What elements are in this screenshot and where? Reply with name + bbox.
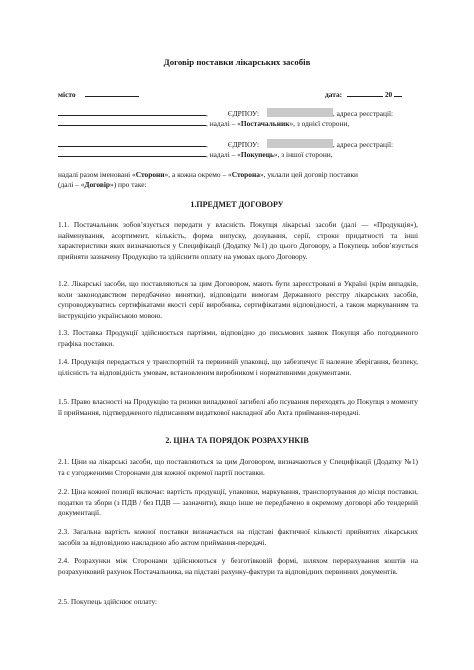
supplier-edrpou-field[interactable]: [267, 108, 333, 117]
supplier-address-field[interactable]: [58, 118, 206, 126]
date-field[interactable]: [347, 89, 383, 97]
buyer-name-field[interactable]: [58, 139, 206, 147]
clause-2-1: 2.1. Ціни на лікарські засоби, що поставляються за цим Договором, визначаються у Специфікації (Додатку №1) та є узгодженими Сторонами для кожної окремої партії поставки.: [58, 457, 418, 477]
clause-2-3: 2.3. Загальна вартість кожної поставки визначається на підставі фактичної кількості прийнятих лікарських засобів за відповідною накладною або актом приймання-передачі.: [58, 527, 418, 547]
date-label: дата:: [325, 90, 343, 99]
supplier-line-2: , надалі – «Постачальник», з однієї сторони,: [58, 118, 349, 129]
supplier-edrpou-label: ЄДРПОУ:: [227, 109, 260, 118]
clause-2-4: 2.4. Розрахунки між Сторонами здійснюються у безготівковій формі, шляхом перерахування коштів на розрахунковий рахунок Постачальника, на підставі рахунку-фактури та відповідних первинних документів.: [58, 556, 418, 576]
city-field[interactable]: [85, 89, 139, 97]
buyer-address-field[interactable]: [58, 149, 206, 157]
clause-1-3: 1.3. Поставка Продукції здійснюється партіями, відповідно до письмових заявок Покупця або погодженого графіка поставки.: [58, 328, 418, 348]
clause-1-4: 1.4. Продукція передається у транспортній та первинній упаковці, що забезпечує її належне зберігання, безпеку, цілісність та відповідність умовам, встановленим виробником і нормативними документами.: [58, 357, 418, 377]
supplier-role: Постачальник: [240, 119, 290, 128]
clause-2-2: 2.2. Ціна кожної позиції включає: вартість продукції, упаковки, маркування, транспортування до місця поставки, податки та збори (з ПДВ / без ПДВ — зазначити), якщо інше не передбачено в окремому договорі або тендерній документації.: [58, 487, 418, 518]
intro-line-1: надалі разом іменовані «Сторони», а кожна окремо – «Сторона», уклали цей договір поставки: [58, 170, 359, 179]
buyer-line-1: , ЄДРПОУ: , адреса реєстрації:: [58, 139, 393, 150]
section-2-heading: 2. ЦІНА ТА ПОРЯДОК РОЗРАХУНКІВ: [165, 436, 309, 445]
intro-line-2: (далі – «Договір») про таке:: [58, 180, 147, 189]
document-title: Договір поставки лікарських засобів: [163, 57, 311, 67]
city-label: місто: [58, 90, 76, 99]
supplier-line-1: , ЄДРПОУ: , адреса реєстрації:: [58, 108, 393, 119]
supplier-address-label: , адреса реєстрації:: [332, 109, 394, 118]
buyer-edrpou-field[interactable]: [267, 139, 333, 148]
clause-2-5: 2.5. Покупець здійснює оплату:: [58, 597, 158, 606]
clause-1-5: 1.5. Право власності на Продукцію та ризики випадкової загибелі або псування переходять до Покупця з моменту її приймання, підтвердженого підписанням видаткової накладної або Акта приймання-передачі.: [58, 397, 418, 417]
buyer-line-2: , надалі – «Покупець», з іншої сторони,: [58, 149, 333, 160]
city-date-line: [58, 89, 139, 100]
year-prefix: 20: [384, 90, 393, 99]
buyer-address-label: , адреса реєстрації:: [332, 140, 394, 149]
clause-1-2: 1.2. Лікарські засоби, що поставляються за цим Договором, мають бути зареєстровані в Україні (крім випадків, коли законодавством передбачено винятки), відповідати вимогам Державного реєстру лікарських засобів, супроводжуватись сертифікатами якості серії виробника, сертифікатами відповідності, а також маркуванням та інструкцією українською мовою.: [58, 279, 418, 320]
buyer-edrpou-label: ЄДРПОУ:: [227, 140, 260, 149]
section-1-heading: 1.ПРЕДМЕТ ДОГОВОРУ: [190, 200, 284, 209]
date-block: [325, 89, 402, 100]
clause-1-1: 1.1. Постачальник зобов’язується передати у власність Покупця лікарські засоби (далі — «Продукція»), найменування, асортимент, кількість, форма випуску, дозування, серії, строки придатності та інші характеристики яких визначаються у Специфікації (Додатку №1) до цього Договору, а Покупець зобов’язується прийняти зазначену Продукцію та здійснити оплату на умовах цього Договору.: [58, 220, 418, 261]
year-field[interactable]: [394, 89, 402, 97]
supplier-name-field[interactable]: [58, 108, 206, 116]
buyer-role: Покупець: [240, 150, 274, 159]
